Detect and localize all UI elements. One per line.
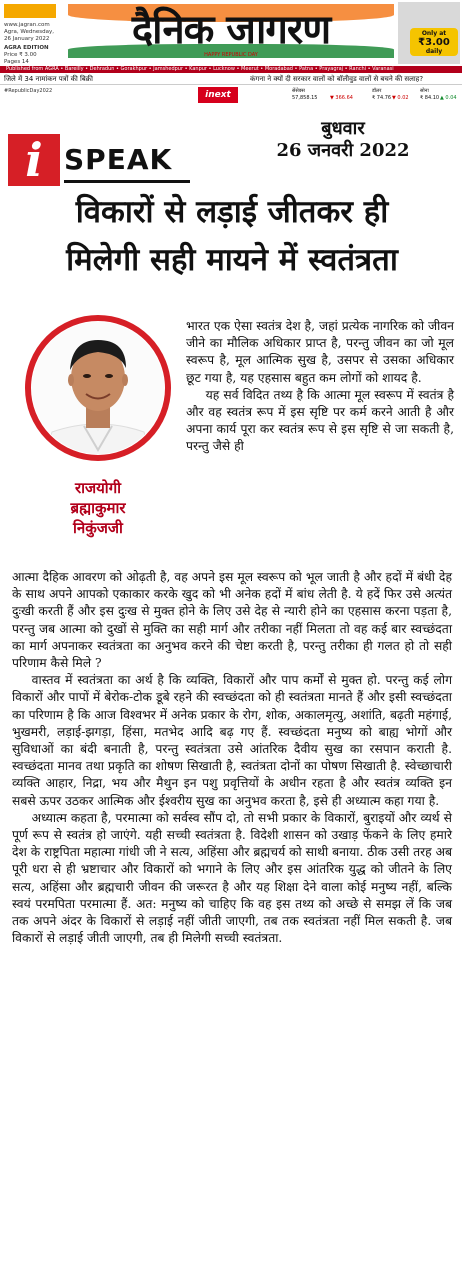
- newspaper-tagline: HAPPY REPUBLIC DAY: [204, 52, 258, 58]
- ispeak-section-logo: [8, 134, 190, 186]
- price-badge: [410, 28, 458, 56]
- article-paragraph: यह सर्व विदित तथ्य है कि आत्मा मूल स्वरूप में स्वतंत्र है और वह स्वतंत्र रूप में इस सृष्टि पर कर्म करने आती है और अपना कार्य पूरा कर स्वतंत्र रूप से इस सृष्टि से जा सकती है, परन्तु जैसे ही: [186, 387, 454, 454]
- newspaper-masthead: [0, 0, 462, 66]
- newspaper-title: दैनिक जागरण: [131, 7, 331, 53]
- edition-line: Agra, Wednesday,: [4, 29, 54, 35]
- author-byline: [22, 478, 174, 538]
- price-badge-line: Only at: [421, 30, 447, 37]
- headline-line: मिलेगी सही मायने में स्वतंत्रता: [66, 242, 398, 278]
- market-value: ₹ 84.10: [420, 95, 440, 101]
- market-value: 57,858.15: [292, 95, 318, 101]
- republic-day-hashtag: #RepublicDay2022: [4, 88, 53, 94]
- edition-line: www.jagran.com: [4, 22, 50, 28]
- day-of-week: बुधवार: [321, 118, 365, 139]
- author-portrait: [22, 304, 174, 476]
- market-item-gold: [420, 88, 439, 102]
- market-change: ▲ 0.04: [440, 95, 457, 101]
- article-body-narrow: [186, 318, 454, 456]
- edition-line: Pages 14: [4, 59, 29, 65]
- author-portrait-icon: [22, 304, 174, 476]
- edition-line: AGRA EDITION: [4, 45, 49, 51]
- edition-line: Price ₹ 3.00: [4, 52, 37, 58]
- ispeak-word: SPEAK: [64, 143, 173, 176]
- price-badge-line: daily: [425, 48, 443, 55]
- masthead-promo: [398, 2, 460, 64]
- market-value: ₹ 74.76: [372, 95, 392, 101]
- inext-logo: inext: [198, 87, 238, 103]
- market-change: ▼ 366.64: [330, 95, 353, 101]
- market-item-sensex: [292, 88, 317, 102]
- author-line: निकुंजजी: [73, 519, 123, 537]
- article-date: [228, 118, 458, 162]
- full-date: 26 जनवरी 2022: [276, 140, 410, 161]
- market-label: डॉलर: [372, 88, 382, 94]
- market-strip: [0, 86, 462, 104]
- market-change: ▼ 0.02: [392, 95, 409, 101]
- headline-strip: [0, 73, 462, 85]
- article-body-wide: [12, 569, 452, 947]
- headline-right: कंगना ने क्यों दी सरकार वालों को बॉलीवुड वालों से बचने की सलाह?: [250, 75, 424, 83]
- edition-info: [4, 6, 64, 66]
- market-label: सेंसेक्स: [292, 88, 305, 94]
- market-label: सोना: [420, 88, 429, 94]
- newspaper-logo: [68, 4, 394, 62]
- ispeak-i-box: i: [8, 134, 60, 186]
- article-headline: [12, 188, 452, 284]
- headline-line: विकारों से लड़ाई जीतकर ही: [75, 194, 389, 230]
- author-line: ब्रह्माकुमार: [70, 499, 126, 517]
- edition-cities-strip: Published from AGRA • Bareilly • Dehradun • Gorakhpur • Jamshedpur • Kanpur • Lucknow • Meerut • Moradabad • Patna • Prayagraj • Ranchi • Varanasi: [0, 66, 462, 73]
- article-paragraph: भारत एक ऐसा स्वतंत्र देश है, जहां प्रत्येक नागरिक को जीवन जीने का मौलिक अधिकार प्राप्त है, परन्तु जीवन का जो मूल स्वरूप है, मूल आत्मिक सुख है, उसपर से उसका अधिकार छूट गया है, यह एहसास बहुत कम लोगों को शायद है.: [186, 319, 454, 385]
- edition-line: 26 January 2022: [4, 36, 50, 42]
- ispeak-underline: [64, 180, 190, 183]
- article-paragraph: अध्यात्म कहता है, परमात्मा को सर्वस्व सौंप दो, तो सभी प्रकार के विकारों, बुराइयों और व्यर्थ से पूर्ण रूप से स्वतंत्र हो जाएंगे. यही सच्ची स्वतंत्रता है. विदेशी शासन को उखाड़ फेंकने के लिए हमारे देश के राष्ट्रपिता महात्मा गांधी जी ने सत्य, अहिंसा और ब्रह्मचर्य को साथी बनाया. ठीक उसी तरह अब पूरी धरा से ही भ्रष्टाचार और विकारों को भगाने के लिए और इस आंतरिक युद्ध को जीतने के लिए सत्य, अहिंसा और ब्रह्मचारी जीवन की जरूरत है और यह शिक्षा देने वाला कोई मनुष्य नहीं, बल्कि स्वयं परमपिता परमात्मा हैं. अत: मनुष्य को चाहिए कि वह इस तथ्य को अच्छे से समझ लें कि जब तक अपने अंदर के विकारों से लड़ाई नहीं जीती जाएगी, तब तक स्वतंत्रता नहीं मिल सकती है. जब विकारों से लड़ाई जीती जाएगी, तब ही मिलेगी सच्ची स्वतंत्रता.: [12, 810, 452, 946]
- article-paragraph: आत्मा दैहिक आवरण को ओढ़ती है, वह अपने इस मूल स्वरूप को भूल जाती है और हदों में बंधी देह के साथ अपने आपको एकाकार करके खुद को भी अनेक हदों में बांध लेती है. ये हदें फिर उसे अत्यंत दुःखी करती हैं और इस दुःख से मुक्त होने के लिए उसे देह से न्यारी होने का एहसास करना पड़ता है, परन्तु जब आत्मा को दुखों से मुक्ति का सही मार्ग और तरीका नहीं मिलता तो वह कई बार स्वच्छंदता का मार्ग अपनाकर स्वतंत्रता का अनुभव करने की चेष्टा करती है, परन्तु तरीका ही गलत हो तो सही परिणाम कैसे मिले ?: [12, 570, 452, 671]
- market-item-dollar: [372, 88, 391, 102]
- author-line: राजयोगी: [74, 479, 122, 497]
- article-paragraph: वास्तव में स्वतंत्रता का अर्थ है कि व्यक्ति, विकारों और पाप कर्मों से मुक्त हो. परन्तु कई लोग विकारों और पापों में बेरोक-टोक डूबे रहने की स्वच्छंदता को ही स्वतंत्रता मानते हैं और इसी स्वच्छंदता का परिणाम है कि आज विश्वभर में अनेक प्रकार के रोग, शोक, अकालमृत्यु, अशांति, बढ़ती महंगाई, भुखमरी, लड़ाई-झगड़ा, हिंसा, मतभेद आदि बढ़ गए हैं. स्वच्छंदता मनुष्य को बाह्य भोगों और सुविधाओं का बंदी बनाती है, परन्तु स्वतंत्रता उसे आंतरिक दैवीय सुख का रसपान कराती है. स्वच्छंदता मानव तथा प्रकृति का शोषण सिखाती है, स्वतंत्रता दोनों का पोषण सिखाती है. स्वेच्छाचारी व्यक्ति आहार, निद्रा, भय और मैथुन इन पशु प्रवृत्तियों के अधीन रहता है और स्वतंत्र व्यक्ति इन सबसे ऊपर उठकर आत्मिक और ईश्वरीय सुख का अनुभव करता है, इसे ही अध्यात्म कहा गया है.: [12, 673, 452, 808]
- headline-left: जिले में 34 नामांकन पत्रों की बिक्री: [4, 75, 93, 83]
- price-badge-amount: ₹3.00: [418, 37, 450, 48]
